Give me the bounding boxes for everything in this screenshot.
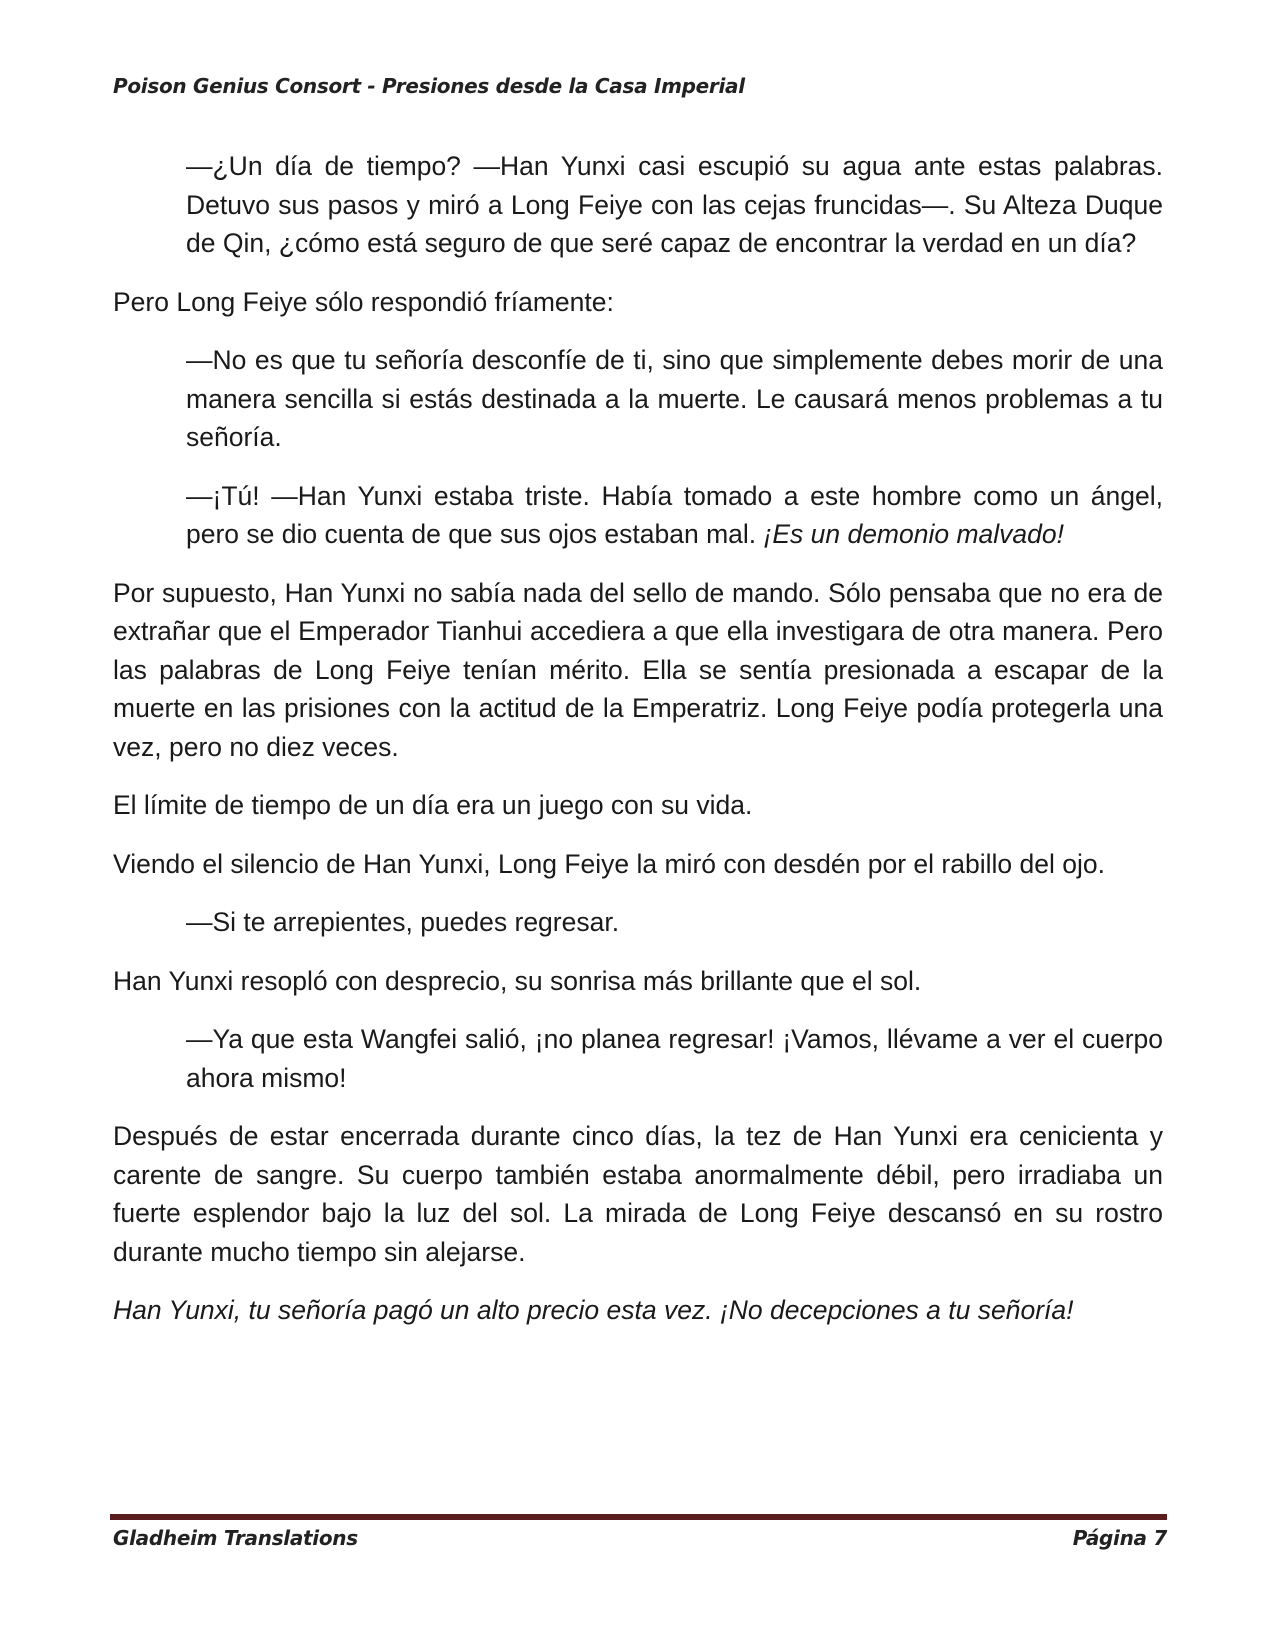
footer-divider [110, 1514, 1167, 1520]
paragraph-7: Viendo el silencio de Han Yunxi, Long Feiye la miró con desdén por el rabillo del ojo. [113, 848, 1105, 879]
page-header-title: Poison Genius Consort - Presiones desde la Casa Imperial [113, 74, 745, 98]
paragraph-11: Después de estar encerrada durante cinco días, la tez de Han Yunxi era cenicienta y carente de sangre. Su cuerpo también estaba anormalmente débil, pero irradiaba un fuerte esplendor bajo la luz del sol. La mirada de Long Feiye descansó en su rostro durante mucho tiempo sin alejarse. [113, 1121, 1163, 1267]
footer-publisher: Gladheim Translations [113, 1526, 358, 1550]
paragraph-4: —¡Tú! —Han Yunxi estaba triste. Había tomado a este hombre como un ángel, pero se dio cuenta de que sus ojos estaban mal. ¡Es un demonio malvado! [186, 480, 1163, 549]
paragraph-6: El límite de tiempo de un día era un juego con su vida. [113, 790, 753, 820]
document-body [113, 147, 1163, 1350]
paragraph-2: Pero Long Feiye sólo respondió fríamente: [113, 286, 614, 317]
footer-page-number: Página 7 [1072, 1526, 1167, 1550]
paragraph-10: —Ya que esta Wangfei salió, ¡no planea regresar! ¡Vamos, llévame a ver el cuerpo ahora mismo! [186, 1024, 1163, 1093]
paragraph-8: —Si te arrepientes, puedes regresar. [186, 907, 620, 937]
paragraph-4-thought: ¡Es un demonio malvado! [763, 519, 1064, 549]
paragraph-9: Han Yunxi resopló con desprecio, su sonrisa más brillante que el sol. [113, 965, 922, 996]
paragraph-3: —No es que tu señoría desconfíe de ti, sino que simplemente debes morir de una manera sencilla si estás destinada a la muerte. Le causará menos problemas a tu señoría. [186, 345, 1163, 452]
paragraph-1: —¿Un día de tiempo? —Han Yunxi casi escupió su agua ante estas palabras. Detuvo sus pasos y miró a Long Feiye con las cejas fruncidas—. Su Alteza Duque de Qin, ¿cómo está seguro de que seré capaz de encontrar la verdad en un día? [186, 151, 1163, 258]
paragraph-12-thought: Han Yunxi, tu señoría pagó un alto precio esta vez. ¡No decepciones a tu señoría! [113, 1295, 1074, 1325]
paragraph-5: Por supuesto, Han Yunxi no sabía nada del sello de mando. Sólo pensaba que no era de extrañar que el Emperador Tianhui accediera a que ella investigara de otra manera. Pero las palabras de Long Feiye tenían mérito. Ella se sentía presionada a escapar de la muerte en las prisiones con la actitud de la Emperatriz. Long Feiye podía protegerla una vez, pero no diez veces. [113, 577, 1163, 762]
